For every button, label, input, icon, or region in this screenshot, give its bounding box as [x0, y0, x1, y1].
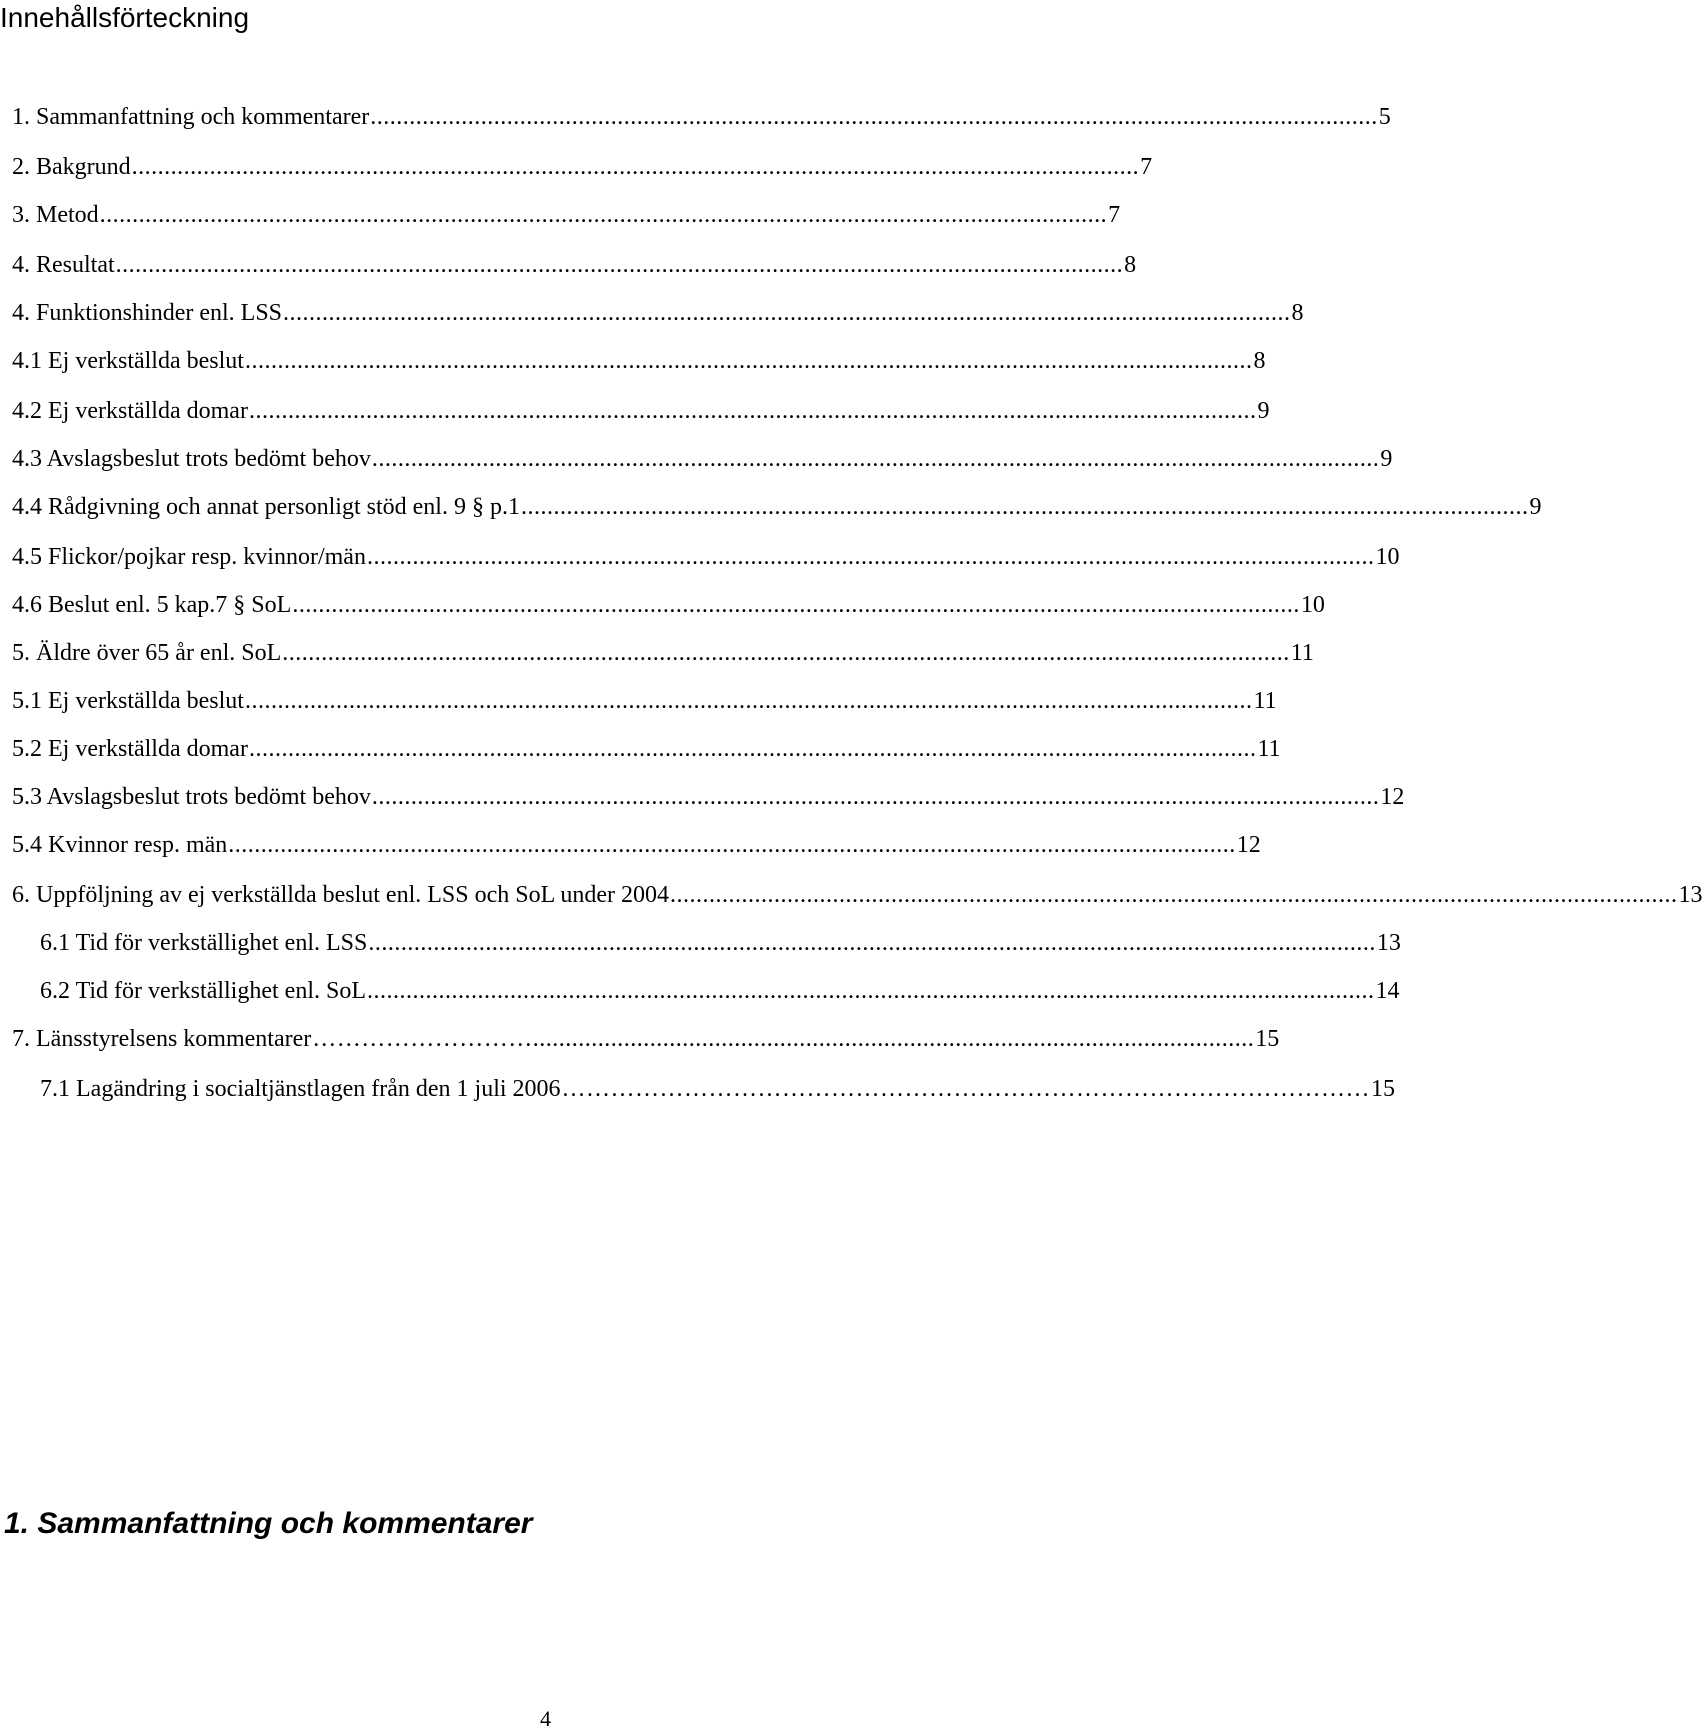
toc-entry-leader: ........................................................................................................................................................... — [282, 640, 1290, 666]
toc-entry-page: 8 — [1124, 252, 1137, 278]
toc-entry-label: 6.1 Tid för verkställighet enl. LSS — [40, 930, 368, 956]
toc-entry-leader: ........................................................................................................................................................... — [366, 544, 1375, 570]
toc-entry[interactable] — [12, 102, 1391, 132]
toc-entry-leader: ........................................................................................................................................................... — [292, 592, 1300, 618]
toc-entry-leader: ........................................................................................................................................................... — [370, 104, 1378, 130]
toc-entry-label: 4.6 Beslut enl. 5 kap.7 § SoL — [12, 592, 292, 618]
toc-entry-leader: ........................................................................................................................................................... — [244, 688, 1253, 714]
toc-entry-leader: ………………………............................................................................................................... — [312, 1026, 1255, 1052]
toc-entry[interactable] — [12, 298, 1304, 328]
toc-entry-leader: ........................................................................................................................................................... — [283, 300, 1291, 326]
toc-entry-label: 5.3 Avslagsbeslut trots bedömt behov — [12, 784, 371, 810]
toc-entry-leader: ........................................................................................................................................................... — [244, 348, 1253, 374]
toc-entry-leader: ........................................................................................................................................................... — [131, 154, 1140, 180]
toc-entry-page: 10 — [1375, 544, 1400, 570]
toc-entry-page: 15 — [1371, 1076, 1396, 1102]
toc-entry-label: 4.5 Flickor/pojkar resp. kvinnor/män — [12, 544, 366, 570]
toc-entry-leader: ........................................................................................................................................................... — [368, 930, 1376, 956]
toc-entry-page: 8 — [1253, 348, 1266, 374]
toc-entry[interactable] — [12, 590, 1325, 620]
toc-entry-label: 3. Metod — [12, 202, 99, 228]
toc-entry[interactable] — [12, 638, 1314, 668]
toc-entry-page: 13 — [1376, 930, 1401, 956]
toc-entry-page: 9 — [1529, 494, 1542, 520]
toc-entry-leader: ........................................................................................................................................................... — [520, 494, 1529, 520]
toc-heading: Innehållsförteckning — [0, 2, 250, 33]
section-heading: 1. Sammanfattning och kommentarer — [4, 1507, 533, 1540]
toc-entry-leader: ........................................................................................................................................................... — [367, 978, 1375, 1004]
toc-entry[interactable] — [12, 1024, 1280, 1054]
toc-entry-page: 11 — [1253, 688, 1277, 714]
toc-entry-page: 12 — [1236, 832, 1261, 858]
toc-entry-label: 2. Bakgrund — [12, 154, 131, 180]
toc-entry-label: 5. Äldre över 65 år enl. SoL — [12, 640, 282, 666]
toc-entry-label: 4.3 Avslagsbeslut trots bedömt behov — [12, 446, 371, 472]
toc-entry[interactable] — [12, 686, 1277, 716]
toc-entry-leader: ........................................................................................................................................................... — [371, 446, 1380, 472]
toc-entry-page: 5 — [1378, 104, 1391, 130]
toc-entry-page: 7 — [1140, 154, 1153, 180]
toc-entry[interactable] — [40, 976, 1400, 1006]
toc-entry[interactable] — [40, 1074, 1396, 1104]
toc-entry-leader: ........................................................................................................................................................... — [115, 252, 1124, 278]
toc-entry[interactable] — [12, 492, 1542, 522]
toc-entry-leader: ........................................................................................................................................................... — [228, 832, 1236, 858]
toc-entry[interactable] — [12, 782, 1405, 812]
toc-entry-page: 13 — [1678, 882, 1703, 908]
toc-entry-leader: ........................................................................................................................................................... — [248, 398, 1257, 424]
toc-entry-page: 12 — [1380, 784, 1405, 810]
toc-entry-label: 6. Uppföljning av ej verkställda beslut enl. LSS och SoL under 2004 — [12, 882, 670, 908]
toc-entry-label: 1. Sammanfattning och kommentarer — [12, 104, 370, 130]
toc-entry[interactable] — [12, 542, 1400, 572]
toc-entry-label: 4. Resultat — [12, 252, 115, 278]
toc-entry-label: 6.2 Tid för verkställighet enl. SoL — [40, 978, 366, 1004]
toc-entry[interactable] — [40, 928, 1401, 958]
toc-entry-page: 7 — [1108, 202, 1121, 228]
toc-entry-label: 4.1 Ej verkställda beslut — [12, 348, 244, 374]
toc-entry-label: 4.4 Rådgivning och annat personligt stöd enl. 9 § p.1 — [12, 494, 520, 520]
toc-entry-leader: ........................................................................................................................................................... — [371, 784, 1380, 810]
toc-entry-page: 10 — [1300, 592, 1325, 618]
toc-entry[interactable] — [12, 396, 1270, 426]
toc-entry[interactable] — [12, 200, 1121, 230]
toc-entry-label: 4.2 Ej verkställda domar — [12, 398, 248, 424]
toc-entry[interactable] — [12, 830, 1261, 860]
toc-entry[interactable] — [12, 880, 1703, 910]
toc-entry-leader: ……………………………………………………………………………………… — [561, 1076, 1371, 1102]
toc-entry[interactable] — [12, 734, 1281, 764]
toc-entry-page: 9 — [1257, 398, 1270, 424]
toc-entry-label: 7.1 Lagändring i socialtjänstlagen från den 1 juli 2006 — [40, 1076, 561, 1102]
toc-entry-leader: ........................................................................................................................................................... — [248, 736, 1257, 762]
page-number: 4 — [540, 1706, 551, 1731]
toc-entry-label: 5.4 Kvinnor resp. män — [12, 832, 228, 858]
toc-entry-leader: ........................................................................................................................................................... — [670, 882, 1678, 908]
toc-entry-page: 9 — [1380, 446, 1393, 472]
toc-entry[interactable] — [12, 444, 1393, 474]
toc-entry-label: 4. Funktionshinder enl. LSS — [12, 300, 283, 326]
toc-entry[interactable] — [12, 250, 1137, 280]
toc-entry-page: 11 — [1290, 640, 1314, 666]
toc-entry-page: 15 — [1255, 1026, 1280, 1052]
toc-entry-page: 8 — [1291, 300, 1304, 326]
toc-entry[interactable] — [12, 346, 1266, 376]
toc-entry-label: 5.1 Ej verkställda beslut — [12, 688, 244, 714]
toc-entry[interactable] — [12, 152, 1153, 182]
toc-entry-leader: ........................................................................................................................................................... — [99, 202, 1108, 228]
toc-entry-page: 14 — [1375, 978, 1400, 1004]
toc-entry-label: 7. Länsstyrelsens kommentarer — [12, 1026, 312, 1052]
toc-entry-page: 11 — [1257, 736, 1281, 762]
toc-entry-label: 5.2 Ej verkställda domar — [12, 736, 248, 762]
